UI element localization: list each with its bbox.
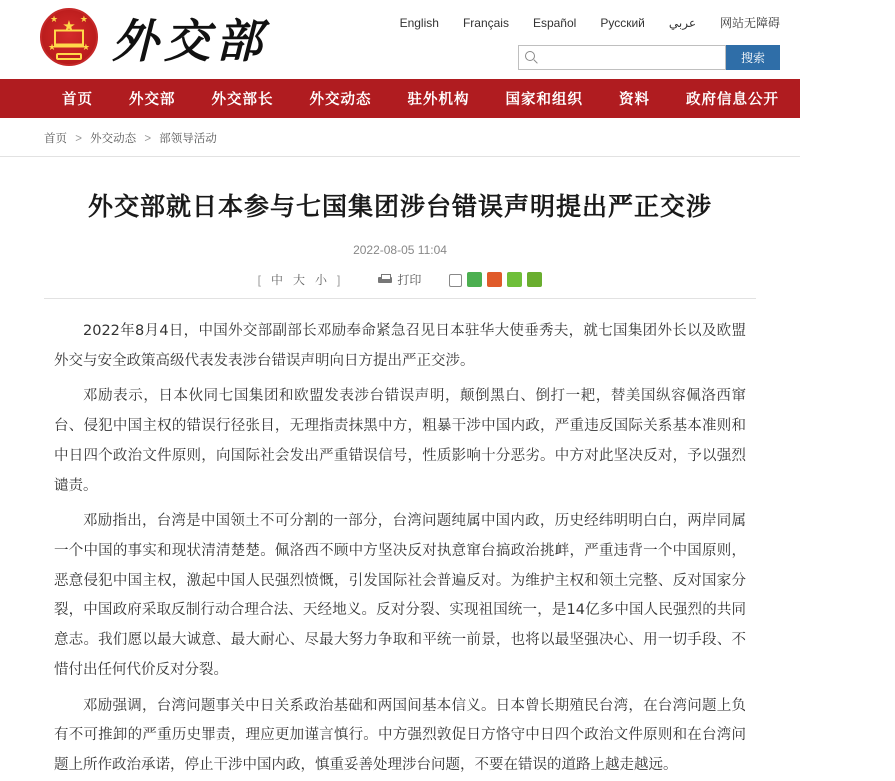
site-title: 外交部: [112, 14, 268, 68]
national-emblem-icon: [40, 8, 98, 66]
breadcrumb-separator-2: >: [144, 133, 152, 145]
breadcrumb-item-leader-activities[interactable]: 部领导活动: [159, 133, 217, 145]
main-nav: [0, 82, 877, 118]
emblem-gate: [54, 29, 84, 47]
weibo-icon[interactable]: [487, 272, 502, 287]
printer-icon: [378, 274, 392, 285]
lang-link-francais[interactable]: Français: [462, 15, 509, 30]
emblem-star-3: ★: [48, 42, 57, 52]
header-right: [400, 0, 800, 70]
nav-item-social[interactable]: 两微一端: [815, 92, 877, 108]
nav-item-gov-info[interactable]: 政府信息公开: [686, 92, 779, 108]
search-icon: [525, 51, 538, 64]
font-size-controls: [258, 271, 341, 288]
breadcrumb-item-home[interactable]: 首页: [44, 133, 67, 145]
emblem-star-1: ★: [50, 14, 59, 24]
site-brand[interactable]: [0, 0, 268, 66]
article-paragraph: 邓励指出，台湾是中国领土不可分割的一部分，台湾问题纯属中国内政，历史经纬明明白白，两岸同属一个中国的事实和现状清清楚楚。佩洛西不顾中方坚决反对执意窜台搞政治挑衅，严重违背一个中国原则，恶意侵犯中国主权，激起中国人民强烈愤慨，引发国际社会普遍反对。为维护主权和领土完整、反对国家分裂，中国政府采取反制行动合理合法、天经地义。反对分裂、实现祖国统一，是14亿多中国人民强烈的共同意志。我们愿以最大诚意、最大耐心、尽最大努力争取和平统一前景，也将以最坚强决心、用一切手段、不惜付出任何代价反对分裂。: [54, 513, 746, 678]
bracket-open: [: [257, 272, 261, 287]
breadcrumb: [0, 118, 800, 157]
print-button[interactable]: [378, 271, 421, 288]
share-icon[interactable]: [447, 272, 462, 287]
search-box[interactable]: [518, 45, 726, 70]
article-toolbar: [44, 271, 756, 299]
bracket-close: ]: [337, 272, 341, 287]
wechat-icon[interactable]: [467, 272, 482, 287]
article-paragraph: 邓励表示，日本伙同七国集团和欧盟发表涉台错误声明，颠倒黑白、倒打一耙，替美国纵容佩洛西窜台、侵犯中国主权的错误行径张目，无理指责抹黑中方，粗暴干涉中国内政，严重违反国际关系基本准则和中日四个政治文件原则，向国际社会发出严重错误信号，性质影响十分恶劣。中方对此坚决反对，予以强烈谴责。: [54, 388, 746, 494]
article: [0, 157, 800, 781]
nav-item-countries[interactable]: 国家和组织: [505, 92, 583, 108]
qq-icon[interactable]: [507, 272, 522, 287]
nav-item-home[interactable]: 首页: [62, 92, 93, 108]
site-header: [0, 0, 800, 82]
emblem-wheel: [56, 53, 82, 60]
lang-link-english[interactable]: English: [399, 15, 439, 30]
publish-date: 2022-08-05 11:04: [353, 243, 447, 257]
lang-link-espanol[interactable]: Español: [532, 15, 577, 30]
font-size-large[interactable]: 大: [292, 273, 305, 287]
emblem-star-main: ★: [62, 18, 76, 35]
nav-item-news[interactable]: 外交动态: [309, 92, 372, 108]
nav-item-minister[interactable]: 外交部长: [211, 92, 274, 108]
article-paragraph: 2022年8月4日，中国外交部副部长邓励奉命紧急召见日本驻华大使垂秀夫，就七国集团外长以及欧盟外交与安全政策高级代表发表涉台错误声明向日方提出严正交涉。: [54, 323, 746, 369]
nav-item-ministry[interactable]: 外交部: [129, 92, 176, 108]
nav-item-resources[interactable]: 资料: [619, 92, 650, 108]
breadcrumb-item-news[interactable]: 外交动态: [90, 133, 137, 145]
search-button[interactable]: 搜索: [726, 45, 780, 70]
search-row: [400, 45, 780, 70]
more-share-icon[interactable]: [527, 272, 542, 287]
nav-item-missions[interactable]: 驻外机构: [407, 92, 470, 108]
language-links: [400, 14, 780, 31]
accessibility-link[interactable]: 网站无障碍: [719, 16, 780, 30]
emblem-star-4: ★: [81, 42, 90, 52]
font-size-small[interactable]: 小: [315, 273, 328, 287]
share-icons: [447, 272, 542, 287]
lang-link-russian[interactable]: Русский: [600, 15, 645, 30]
search-input[interactable]: [542, 50, 719, 66]
emblem-star-2: ★: [79, 14, 88, 24]
lang-link-arabic[interactable]: عربي: [668, 15, 696, 30]
font-size-medium[interactable]: 中: [270, 273, 283, 287]
print-label: 打印: [397, 273, 422, 287]
article-body: [44, 299, 756, 781]
page-title: 外交部就日本参与七国集团涉台错误声明提出严正交涉: [87, 192, 712, 221]
breadcrumb-separator-1: >: [75, 133, 82, 145]
article-paragraph: 邓励强调，台湾问题事关中日关系政治基础和两国间基本信义。日本曾长期殖民台湾，在台湾问题上负有不可推卸的严重历史罪责，理应更加谨言慎行。中方强烈敦促日方恪守中日四个政治文件原则和在台湾问题上所作政治承诺，停止干涉中国内政，慎重妥善处理涉台问题，不要在错误的道路上越走越远。: [54, 697, 746, 774]
